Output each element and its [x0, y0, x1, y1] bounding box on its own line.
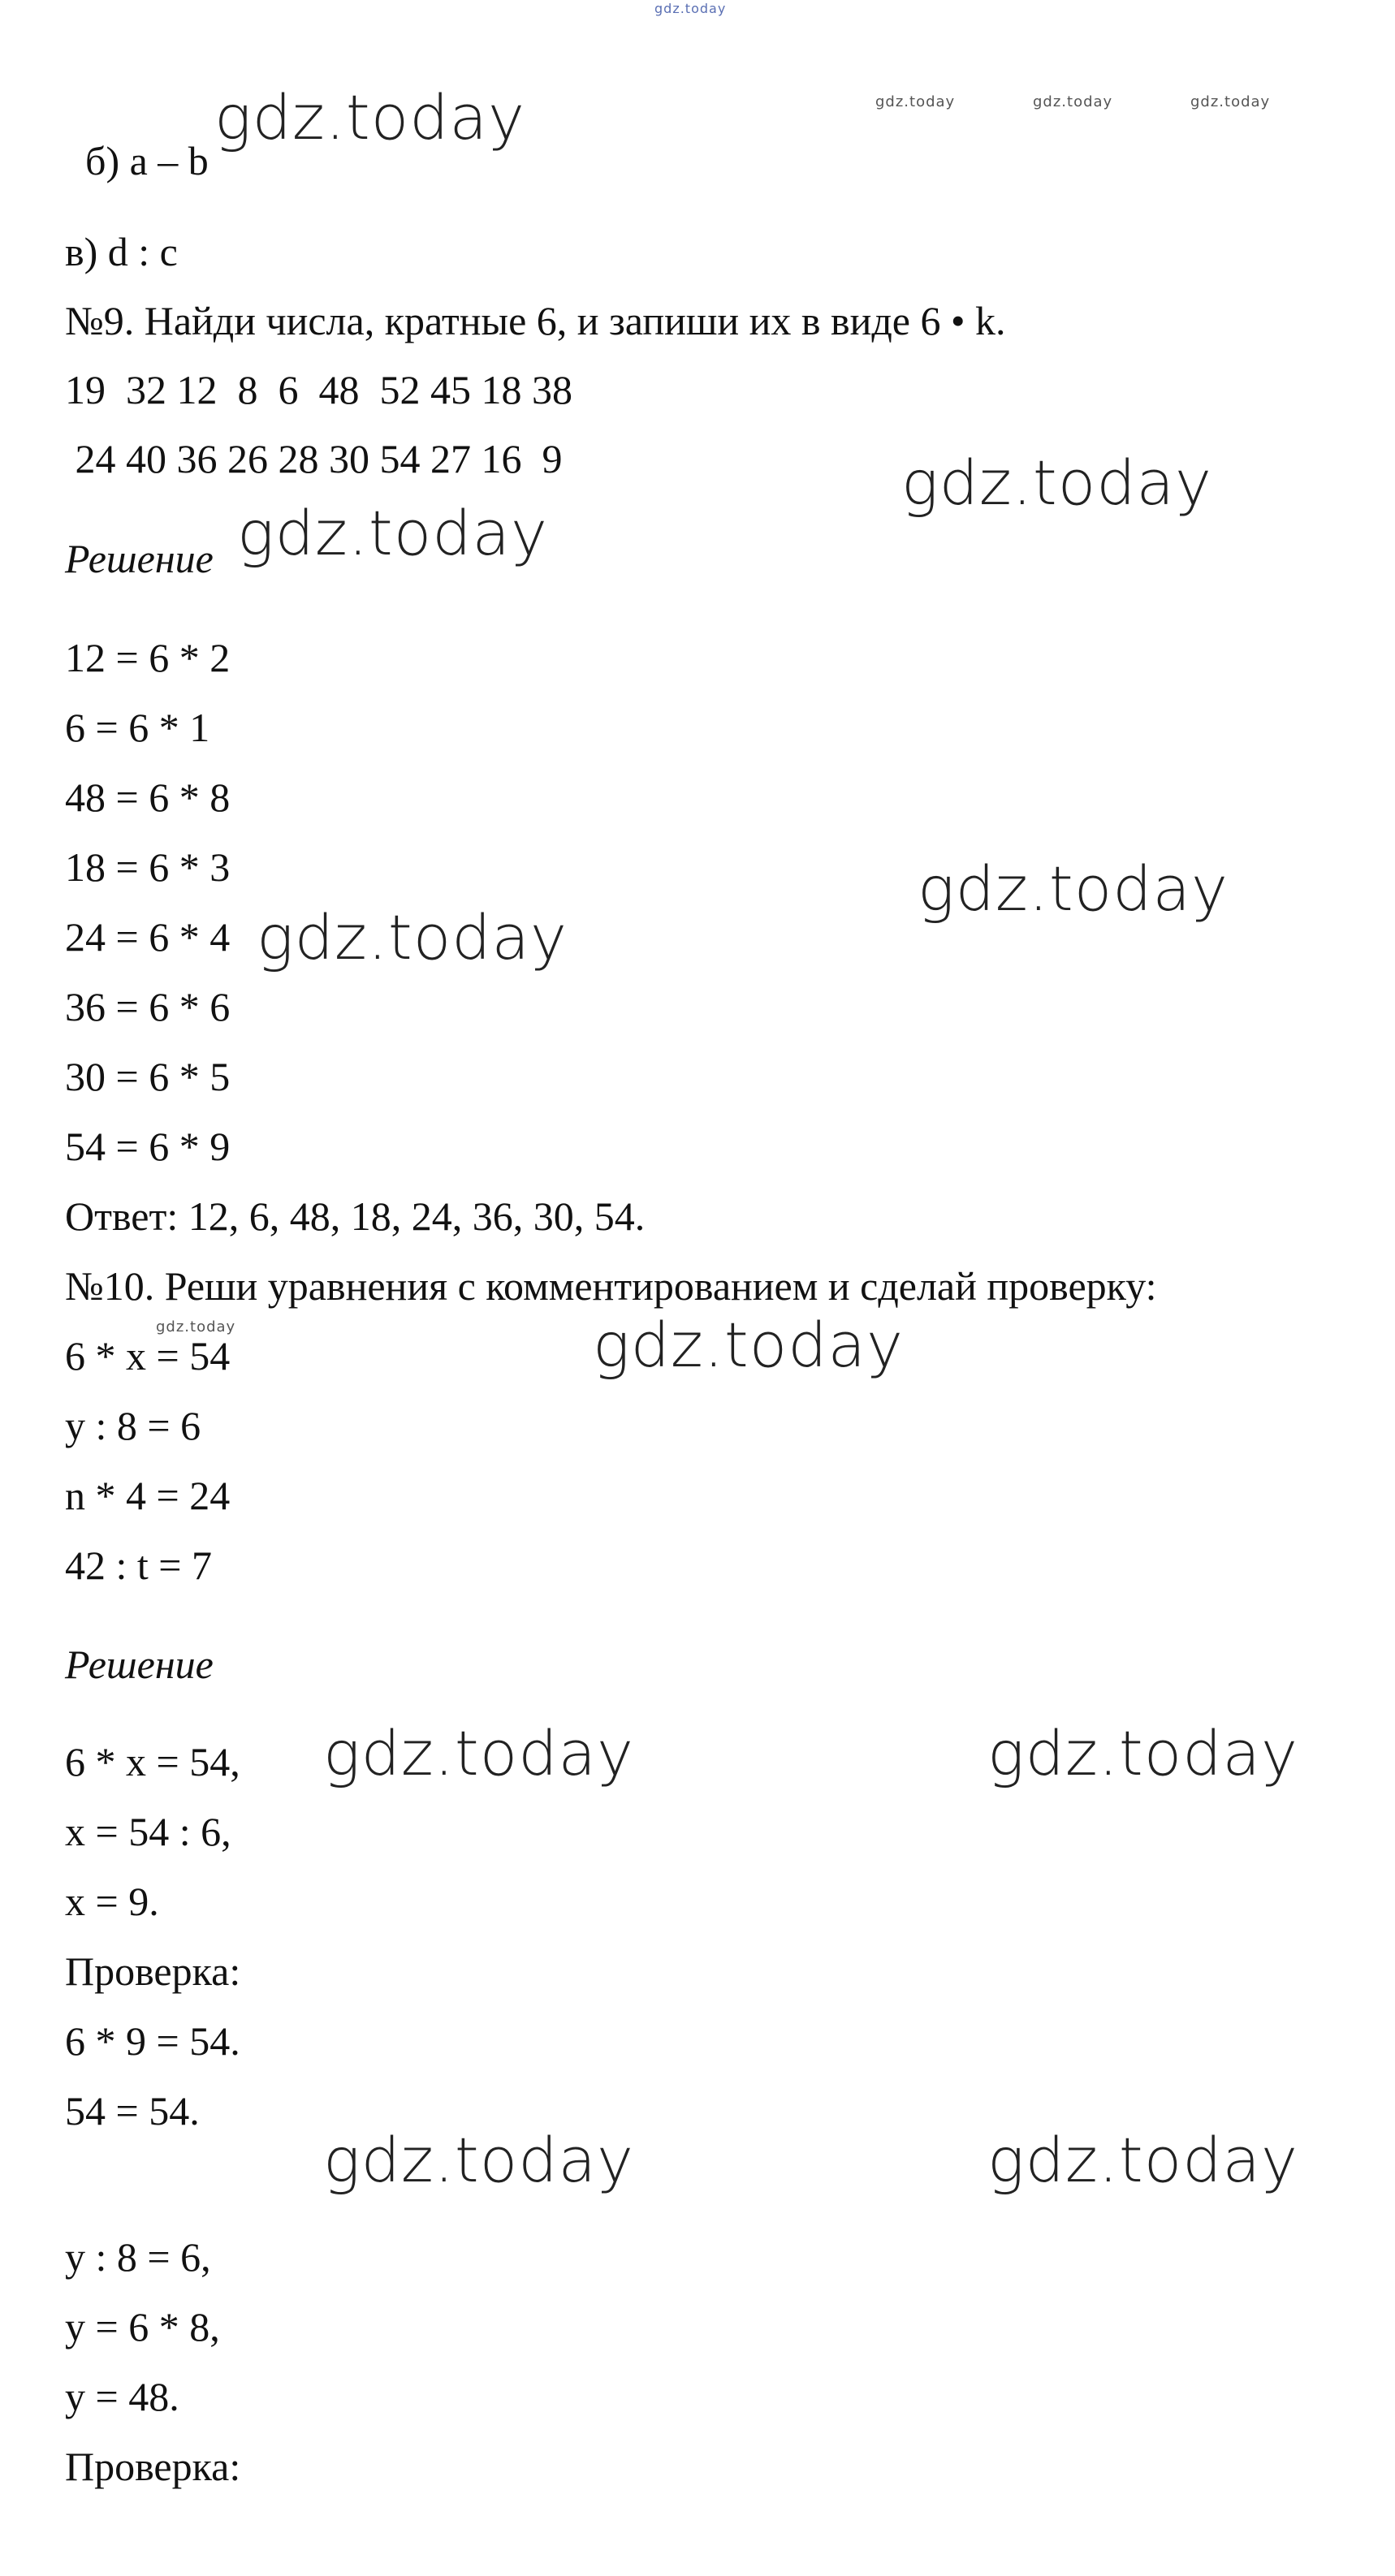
watermark-large: gdz.today — [323, 1717, 634, 1789]
watermark-large: gdz.today — [987, 1717, 1298, 1789]
solution-line: 6 * x = 54, — [65, 1739, 240, 1784]
task9-numbers-row-1: 19 32 12 8 6 48 52 45 18 38 — [65, 367, 572, 412]
watermark-small: gdz.today — [156, 1318, 236, 1335]
watermark-large: gdz.today — [901, 447, 1212, 519]
solution-line: 24 = 6 * 4 — [65, 914, 231, 960]
expr-v: в) d : c — [65, 229, 178, 274]
watermark-large: gdz.today — [237, 497, 548, 569]
solution-line: x = 54 : 6, — [65, 1809, 231, 1854]
equation-line: y : 8 = 6 — [65, 1403, 201, 1448]
solution-line: 6 = 6 * 1 — [65, 705, 210, 750]
solution-line: 54 = 6 * 9 — [65, 1124, 231, 1169]
solution-line: y : 8 = 6, — [65, 2234, 211, 2280]
solution-line: y = 48. — [65, 2374, 179, 2419]
top-watermark: gdz.today — [654, 1, 727, 16]
solution-heading: Решение — [65, 1642, 214, 1687]
task9-title: №9. Найди числа, кратные 6, и запиши их в виде 6 • k. — [65, 298, 1006, 343]
watermark-large: gdz.today — [987, 2124, 1298, 2196]
solution-line: y = 6 * 8, — [65, 2304, 220, 2349]
solution-line: 30 = 6 * 5 — [65, 1054, 231, 1099]
task10-title: №10. Реши уравнения с комментированием и сделай проверку: — [65, 1263, 1157, 1309]
watermark-small: gdz.today — [1033, 93, 1113, 110]
equation-line: 6 * x = 54 — [65, 1333, 231, 1379]
equation-line: 42 : t = 7 — [65, 1543, 212, 1588]
task9-numbers-row-2: 24 40 36 26 28 30 54 27 16 9 — [65, 436, 563, 481]
answer-line: Ответ: 12, 6, 48, 18, 24, 36, 30, 54. — [65, 1193, 646, 1239]
solution-line: 36 = 6 * 6 — [65, 984, 231, 1029]
solution-line: 6 * 9 = 54. — [65, 2018, 240, 2064]
solution-line: x = 9. — [65, 1879, 159, 1924]
watermark-small: gdz.today — [875, 93, 956, 110]
expr-b-text: б) a – b — [85, 138, 209, 183]
check-label: Проверка: — [65, 2444, 241, 2489]
solution-line: 18 = 6 * 3 — [65, 844, 231, 890]
watermark-small: gdz.today — [1190, 93, 1271, 110]
watermark-large: gdz.today — [593, 1309, 904, 1381]
expr-b — [65, 88, 209, 185]
solution-line: 54 = 54. — [65, 2088, 200, 2134]
solution-heading: Решение — [65, 536, 214, 581]
solution-line: 12 = 6 * 2 — [65, 635, 231, 680]
watermark-large: gdz.today — [323, 2124, 634, 2196]
watermark-large: gdz.today — [257, 901, 568, 973]
watermark-large: gdz.today — [214, 81, 525, 153]
equation-line: n * 4 = 24 — [65, 1473, 231, 1518]
watermark-large: gdz.today — [918, 852, 1229, 925]
check-label: Проверка: — [65, 1948, 241, 1994]
solution-line: 48 = 6 * 8 — [65, 775, 231, 820]
